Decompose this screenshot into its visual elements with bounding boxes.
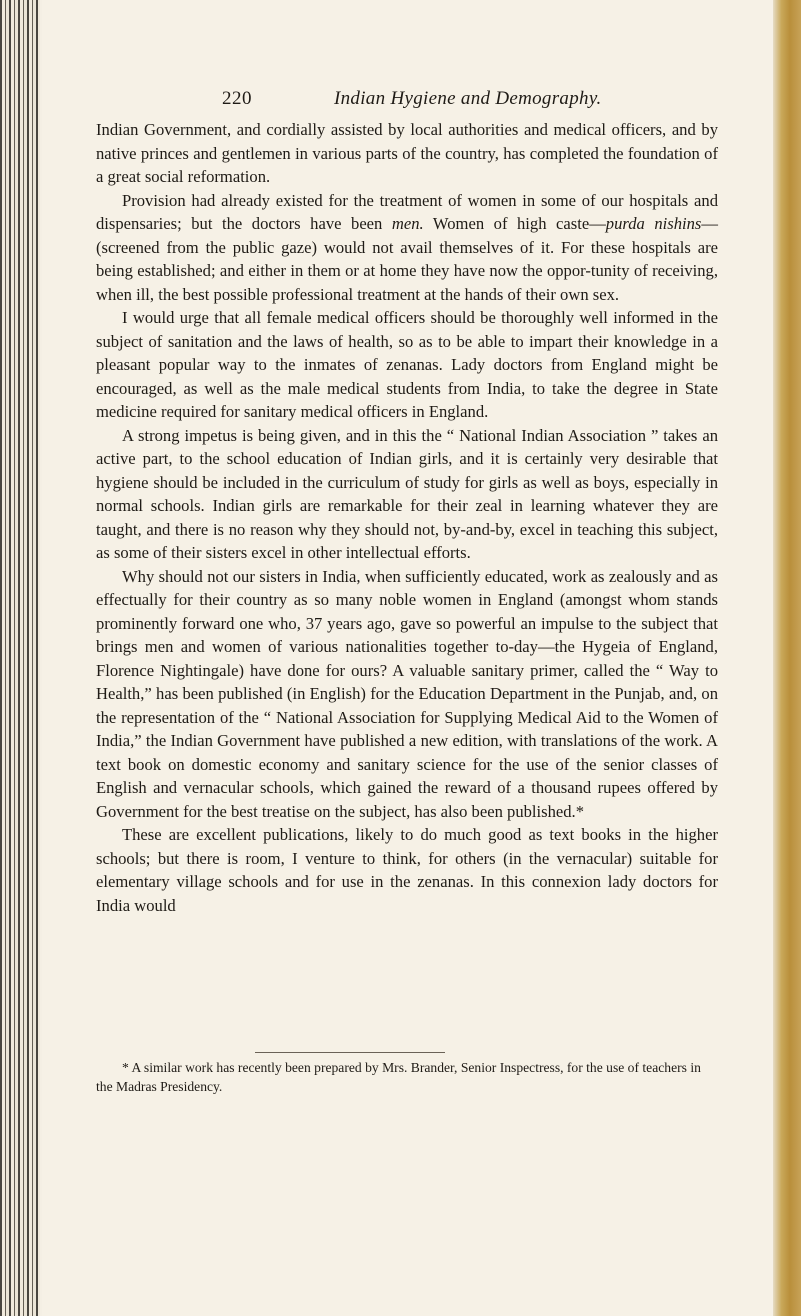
- paragraph-text: These are excellent publications, likely to do much good as text books in the higher schools; but there is room, I venture to think, for others (in the vernacular) suitable for elementary village schools and for use in the zenanas. In this connexion lady doctors for India would: [96, 825, 718, 915]
- page-number: 220: [222, 88, 252, 109]
- paragraph: [96, 189, 718, 307]
- paragraph: [96, 424, 718, 565]
- paragraph: [96, 306, 718, 424]
- paragraph-text: A strong impetus is being given, and in this the “ National Indian Association ” takes an active part, to the school education of Indian girls, and it is certainly very desirable that hygiene should be included in the curriculum of study for girls as well as boys, especially in normal schools. Indian girls are remarkable for their zeal in learning whatever they are taught, and there is no reason why they should not, by-and-by, excel in teaching this subject, as some of their sisters excel in other intellectual efforts.: [96, 425, 718, 562]
- page-header: [222, 88, 722, 114]
- footnote: * A similar work has recently been prepared by Mrs. Brander, Senior Inspectress, for the use of teachers in the Madras Presidency.: [96, 1060, 701, 1094]
- italic-text: purda nishins: [605, 214, 702, 233]
- paragraph-text: I would urge that all female medical officers should be thoroughly well informed in the subject of sanitation and the laws of health, so as to be able to impart their knowledge in a pleasant popular way to the inmates of zenanas. Lady doctors from England might be encouraged, as well as the male medical students from India, to take the degree in State medicine required for sanitary medical officers in England.: [96, 308, 718, 421]
- paragraph-text: —(screened from the public gaze) would not avail themselves of it. For these hospitals are being established; and either in them or at home they have now the oppor-tunity of receiving, when ill, the best possible professional treatment at the hands of their own sex.: [96, 214, 718, 304]
- paragraph: [96, 565, 718, 824]
- footnote-divider: [255, 1052, 445, 1053]
- running-title: Indian Hygiene and Demography.: [334, 88, 602, 109]
- paragraph: [96, 823, 718, 917]
- paragraph: [96, 118, 718, 189]
- paragraph-text: Why should not our sisters in India, when sufficiently educated, work as zealously and as effectually for their country as so many noble women in England (amongst whom stands prominently forward one who, 37 years ago, gave so powerful an impulse to the subject that brings men and women of various nationalities together to-day—the Hygeia of England, Florence Nightingale) have done for ours? A valuable sanitary primer, called the “ Way to Health,” has been published (in English) for the Education Department in the Punjab, and, on the representation of the “ National Association for Supplying Medical Aid to the Women of India,” the Indian Government have published a new edition, with translations of the work. A text book on domestic economy and sanitary science for the use of the senior classes of English and vernacular schools, which gained the reward of a thousand rupees offered by Government for the best treatise on the subject, has also been published.*: [96, 566, 718, 821]
- italic-text: men.: [391, 214, 424, 233]
- paragraph-text: Indian Government, and cordially assisted by local authorities and medical officers, and by native princes and gentlemen in various parts of the country, has completed the foundation of a great social reformation.: [96, 120, 718, 186]
- paragraph-text: Women of high caste—: [423, 214, 606, 233]
- page-gilt-edge: [773, 0, 801, 1316]
- paragraph-text: Provision had already existed for the treatment of women in some of our hospitals and dispensaries; but the doctors have been: [96, 190, 718, 233]
- body-text: [96, 118, 718, 917]
- book-binding-edge: [0, 0, 40, 1316]
